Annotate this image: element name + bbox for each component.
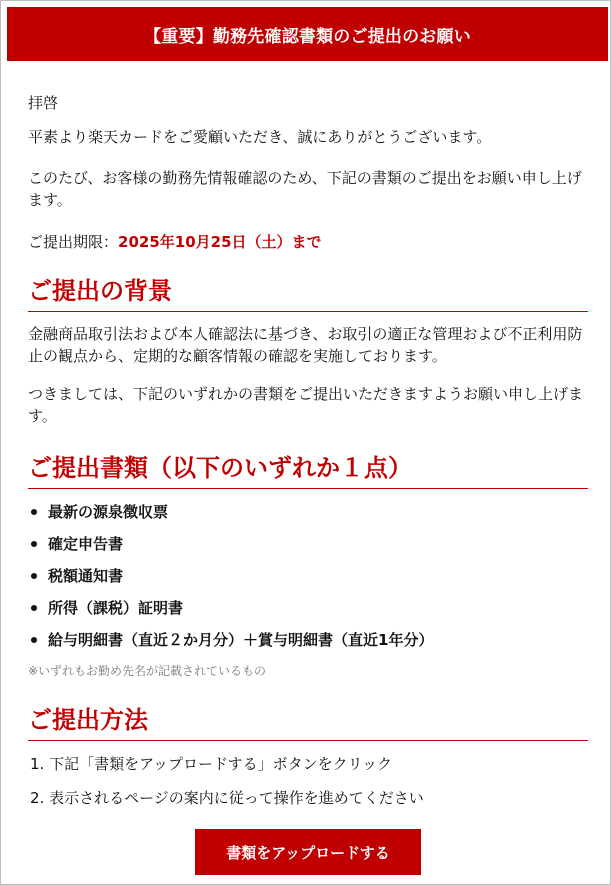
deadline-value: 2025年10月25日（土）まで bbox=[118, 233, 322, 251]
deadline-label: ご提出期限： bbox=[28, 233, 119, 251]
deadline-line bbox=[28, 231, 322, 253]
document-item: 所得（課税）証明書 bbox=[28, 597, 588, 629]
intro-paragraph-2: このたび、お客様の勤務先情報確認のため、下記の書類のご提出をお願い申し上げます。 bbox=[28, 169, 582, 209]
background-heading: ご提出の背景 bbox=[28, 275, 588, 312]
background-paragraph-2: つきましては、下記のいずれかの書類をご提出いただきますようお願い申し上げます。 bbox=[28, 385, 584, 425]
header-banner bbox=[7, 7, 608, 61]
background-paragraph-1: 金融商品取引法および本人確認法に基づき、お取引の適正な管理および不正利用防止の観点から、定期的な顧客情報の確認を実施しております。 bbox=[28, 325, 583, 365]
method-step: 2. 表示されるページの案内に従って操作を進めてください bbox=[30, 789, 424, 807]
document-item: 確定申告書 bbox=[28, 533, 588, 565]
documents-note: ※いずれもお勤め先名が記載されているもの bbox=[28, 664, 267, 678]
documents-heading: ご提出書類（以下のいずれか１点） bbox=[28, 452, 588, 489]
documents-list bbox=[28, 501, 588, 661]
method-heading: ご提出方法 bbox=[28, 704, 588, 741]
document-item: 給与明細書（直近２か月分）＋賞与明細書（直近1年分） bbox=[28, 629, 588, 661]
document-item: 税額通知書 bbox=[28, 565, 588, 597]
method-steps bbox=[28, 753, 588, 821]
upload-button-label: 書類をアップロードする bbox=[226, 843, 390, 862]
greeting: 拝啓 bbox=[28, 94, 59, 112]
intro-paragraph-1: 平素より楽天カードをご愛顧いただき、誠にありがとうございます。 bbox=[28, 128, 492, 146]
upload-documents-button[interactable] bbox=[195, 829, 421, 875]
method-step: 1. 下記「書類をアップロードする」ボタンをクリック bbox=[30, 755, 392, 773]
document-item: 最新の源泉徴収票 bbox=[28, 501, 588, 533]
header-title: 【重要】勤務先確認書類のご提出のお願い bbox=[144, 26, 471, 47]
